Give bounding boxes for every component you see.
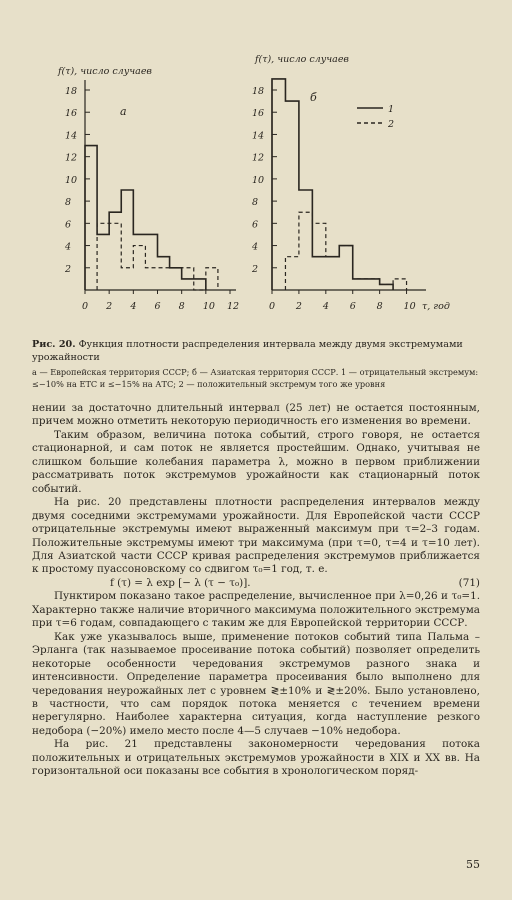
y-tick-label: 12 bbox=[252, 152, 265, 164]
legend-label: 1 bbox=[388, 104, 395, 115]
histogram-series-2 bbox=[285, 212, 406, 290]
x-tick-label: 10 bbox=[403, 301, 416, 312]
figure-caption-legend: а — Европейская территория СССР; б — Азиатская территория СССР. 1 — отрицательный экстремум: ≤−10% на ЕТС и ≤−15% на АТС; 2 — положительный экстремум того же уровня bbox=[32, 367, 479, 389]
formula-number: (71) bbox=[458, 576, 480, 589]
formula-text: f (τ) = λ exp [− λ (τ − τ₀)]. bbox=[110, 576, 251, 589]
chart-panel-a bbox=[57, 66, 239, 312]
figure-title: Функция плотности распределения интервала между двумя экстремумами урожайности bbox=[32, 339, 463, 363]
x-axis-label: τ, год bbox=[422, 301, 450, 312]
panel-label: б bbox=[310, 91, 317, 104]
formula-71 bbox=[32, 577, 480, 590]
y-tick-label: 4 bbox=[65, 241, 72, 253]
paragraph: На рис. 20 представлены плотности распределения интервалов между двумя соседними экстремумами урожайности. Для Европейской части СССР отрицательные экстремумы имеют выраженный максимум при τ=2–3 годам. Положительные экстремумы имеют три максимума (при τ=0, τ=4 и τ=10 лет). Для Азиатской части СССР кривая распределения экстремумов приближается к простому пуассоновскому со сдвигом τ₀=1 год, т. е. bbox=[32, 496, 480, 576]
y-tick-label: 6 bbox=[65, 219, 72, 231]
figure-20 bbox=[0, 0, 512, 335]
x-tick-label: 2 bbox=[106, 301, 113, 312]
paragraph: нении за достаточно длительный интервал (25 лет) не остается постоянным, причем можно отметить некоторую периодичность его изменения во времени. bbox=[32, 402, 480, 428]
y-tick-label: 12 bbox=[65, 152, 78, 164]
y-tick-label: 8 bbox=[252, 197, 259, 209]
chart-panel-b bbox=[251, 54, 450, 312]
paragraph: На рис. 21 представлены закономерности чередования потока положительных и отрицательных экстремумов урожайности в XIX и XX вв. На горизонтальной оси показаны все события в хронологическом поряд- bbox=[32, 738, 480, 778]
x-tick-label: 8 bbox=[178, 301, 185, 312]
y-tick-label: 16 bbox=[252, 108, 265, 120]
x-tick-label: 0 bbox=[82, 301, 89, 312]
figure-caption-title bbox=[32, 338, 480, 364]
x-tick-label: 6 bbox=[349, 301, 356, 312]
legend-label: 2 bbox=[388, 119, 395, 130]
x-tick-label: 6 bbox=[154, 301, 161, 312]
x-tick-label: 10 bbox=[202, 301, 215, 312]
figure-number: Рис. 20. bbox=[32, 339, 76, 350]
y-tick-label: 18 bbox=[252, 86, 265, 97]
histogram-series-1 bbox=[272, 79, 393, 290]
y-tick-label: 10 bbox=[65, 174, 78, 186]
x-tick-label: 0 bbox=[269, 301, 276, 312]
x-tick-label: 4 bbox=[322, 301, 329, 312]
y-tick-label: 4 bbox=[252, 241, 259, 253]
body-text bbox=[32, 402, 480, 779]
y-tick-label: 10 bbox=[252, 174, 265, 186]
y-tick-label: 6 bbox=[252, 219, 259, 231]
paragraph: Пунктиром показано такое распределение, вычисленное при λ=0,26 и τ₀=1. Характерно также наличие вторичного максимума положительного экстремума при τ=6 годам, совпадающего с таким же для Европейской территории СССР. bbox=[32, 590, 480, 630]
x-tick-label: 12 bbox=[227, 301, 240, 312]
y-tick-label: 14 bbox=[252, 130, 265, 142]
page-number: 55 bbox=[466, 858, 480, 871]
x-tick-label: 8 bbox=[376, 301, 383, 312]
y-tick-label: 2 bbox=[65, 263, 72, 275]
y-tick-label: 18 bbox=[65, 86, 78, 97]
paragraph: Как уже указывалось выше, применение потоков событий типа Пальма – Эрланга (так называемое просеивание потока событий) позволяет определить некоторые особенности чередования экстремумов разного знака и интенсивности. Определение параметра просеивания было выполнено для чередования неурожайных лет с уровнем ≷±10% и ≷±20%. Было установлено, в частности, что сам порядок потока меняется с течением времени нерегулярно. Наиболее характерна ситуация, когда наступление резкого недобора (−20%) имело место после 4—5 случаев −10% недобора. bbox=[32, 630, 480, 737]
y-tick-label: 2 bbox=[252, 263, 259, 275]
y-axis-label: f(τ), число случаев bbox=[58, 66, 152, 77]
y-tick-label: 14 bbox=[65, 130, 78, 142]
x-tick-label: 2 bbox=[295, 301, 302, 312]
y-tick-label: 8 bbox=[65, 197, 72, 209]
paragraph: Таким образом, величина потока событий, строго говоря, не остается стационарной, и сам поток не является простейшим. Однако, учитывая не слишком большие колебания параметра λ, можно в первом приближении рассматривать поток экстремумов урожайности как стационарный поток событий. bbox=[32, 428, 480, 495]
panel-label: a bbox=[120, 105, 127, 118]
y-tick-label: 16 bbox=[65, 108, 78, 120]
y-axis-label: f(τ), число случаев bbox=[255, 54, 349, 65]
x-tick-label: 4 bbox=[130, 301, 137, 312]
